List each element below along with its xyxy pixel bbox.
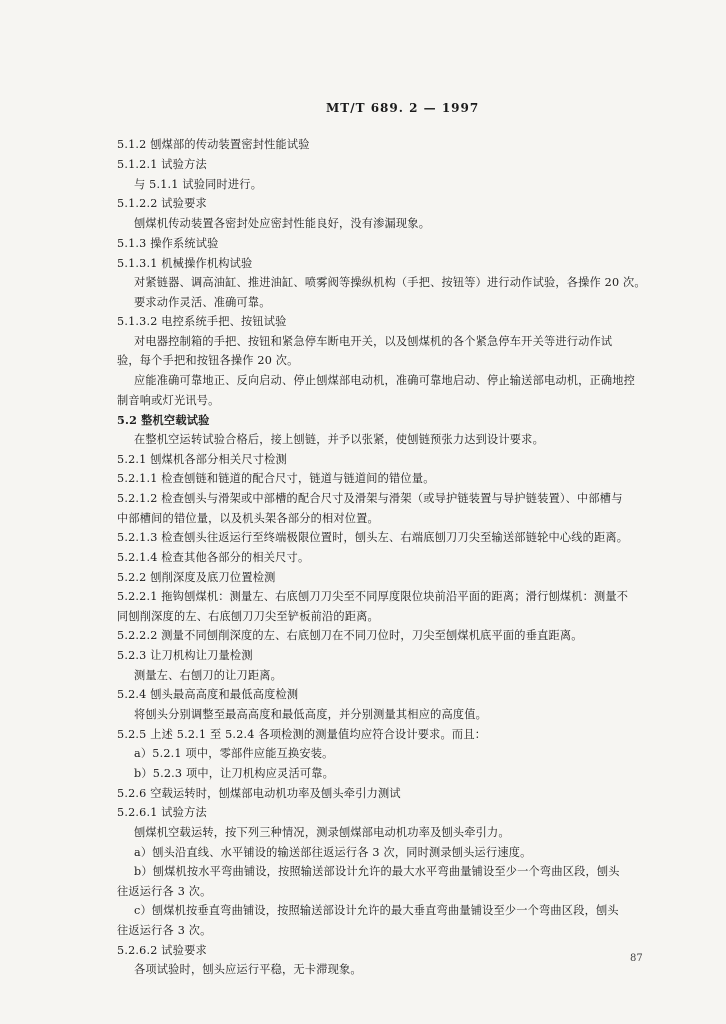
heading-5-2-2-2: 5.2.2.2 测量不同刨削深度的左、右底刨刀在不同刀位时，刀尖至刨煤机底平面的垂直距离。 (117, 629, 583, 642)
heading-5-2-1-3: 5.2.1.3 检查刨头往返运行至终端极限位置时，刨头左、右端底刨刀刀尖至输送部链轮中心线的距离。 (117, 531, 629, 544)
list-item-b: b）5.2.3 项中，让刀机构应灵活可靠。 (134, 767, 335, 780)
paragraph: 与 5.1.1 试验同时进行。 (134, 178, 263, 191)
list-item-a: a）刨头沿直线、水平铺设的输送部往返运行各 3 次，同时测录刨头运行速度。 (134, 846, 532, 859)
paragraph: 中部槽间的错位量，以及机头架各部分的相对位置。 (117, 512, 379, 525)
heading-5-2-6-2: 5.2.6.2 试验要求 (117, 944, 207, 957)
paragraph: 往返运行各 3 次。 (117, 885, 212, 898)
paragraph: 制音响或灯光讯号。 (117, 394, 220, 407)
list-item-a: a）5.2.1 项中，零部件应能互换安装。 (134, 747, 334, 760)
heading-5-2: 5.2 整机空载试验 (117, 413, 210, 427)
paragraph: 应能准确可靠地正、反向启动、停止刨煤部电动机，准确可靠地启动、停止输送部电动机，正确地控 (134, 374, 636, 387)
paragraph: 刨煤机传动装置各密封处应密封性能良好，没有渗漏现象。 (134, 217, 431, 230)
list-item-b: b）刨煤机按水平弯曲铺设，按照输送部设计允许的最大水平弯曲量铺设至少一个弯曲区段，刨头 (134, 865, 620, 878)
heading-5-2-4: 5.2.4 刨头最高高度和最低高度检测 (117, 688, 299, 701)
paragraph: 在整机空运转试验合格后，接上刨链，并予以张紧，使刨链预张力达到设计要求。 (134, 433, 544, 446)
heading-5-2-6: 5.2.6 空载运转时，刨煤部电动机功率及刨头牵引力测试 (117, 787, 401, 800)
heading-5-1-2-1: 5.1.2.1 试验方法 (117, 158, 207, 171)
heading-5-2-1-1: 5.2.1.1 检查刨链和链道的配合尺寸，链道与链道间的错位量。 (117, 472, 435, 485)
paragraph: 对紧链器、调高油缸、推进油缸、喷雾阀等操纵机构（手把、按钮等）进行动作试验，各操作 20 次。 (134, 276, 646, 289)
paragraph: 往返运行各 3 次。 (117, 924, 212, 937)
page-header: MT/T 689. 2 — 1997 (326, 101, 480, 115)
heading-5-1-3: 5.1.3 操作系统试验 (117, 237, 219, 250)
heading-5-2-1: 5.2.1 刨煤机各部分相关尺寸检测 (117, 453, 287, 466)
paragraph: 各项试验时，刨头应运行平稳，无卡滞现象。 (134, 963, 362, 976)
heading-5-2-1-2: 5.2.1.2 检查刨头与滑架或中部槽的配合尺寸及滑架与滑架（或导护链装置与导护链装置）、中部槽与 (117, 492, 623, 505)
heading-5-2-5: 5.2.5 上述 5.2.1 至 5.2.4 各项检测的测量值均应符合设计要求。而且： (117, 728, 487, 741)
paragraph: 验，每个手把和按钮各操作 20 次。 (117, 354, 299, 367)
list-item-c: c）刨煤机按垂直弯曲铺设，按照输送部设计允许的最大垂直弯曲量铺设至少一个弯曲区段，刨头 (134, 904, 619, 917)
heading-5-2-1-4: 5.2.1.4 检查其他各部分的相关尺寸。 (117, 551, 310, 564)
heading-5-1-3-2: 5.1.3.2 电控系统手把、按钮试验 (117, 315, 287, 328)
heading-5-1-2-2: 5.1.2.2 试验要求 (117, 197, 207, 210)
paragraph: 测量左、右刨刀的让刀距离。 (134, 669, 283, 682)
heading-5-2-6-1: 5.2.6.1 试验方法 (117, 806, 207, 819)
paragraph: 刨煤机空载运转，按下列三种情况，测录刨煤部电动机功率及刨头牵引力。 (134, 826, 510, 839)
paragraph: 对电器控制箱的手把、按钮和紧急停车断电开关，以及刨煤机的各个紧急停车开关等进行动作试 (134, 335, 613, 348)
heading-5-1-2: 5.1.2 刨煤部的传动装置密封性能试验 (117, 138, 310, 151)
paragraph: 将刨头分别调整至最高高度和最低高度，并分别测量其相应的高度值。 (134, 708, 488, 721)
page-number: 87 (630, 953, 643, 964)
paragraph: 要求动作灵活、准确可靠。 (134, 296, 271, 309)
heading-5-2-3: 5.2.3 让刀机构让刀量检测 (117, 649, 253, 662)
paragraph: 同刨削深度的左、右底刨刀刀尖至铲板前沿的距离。 (117, 610, 379, 623)
heading-5-2-2-1: 5.2.2.1 拖钩刨煤机：测量左、右底刨刀刀尖至不同厚度限位块前沿平面的距离；滑行刨煤机：测量不 (117, 590, 629, 603)
heading-5-1-3-1: 5.1.3.1 机械操作机构试验 (117, 257, 253, 270)
heading-5-2-2: 5.2.2 刨削深度及底刀位置检测 (117, 571, 276, 584)
